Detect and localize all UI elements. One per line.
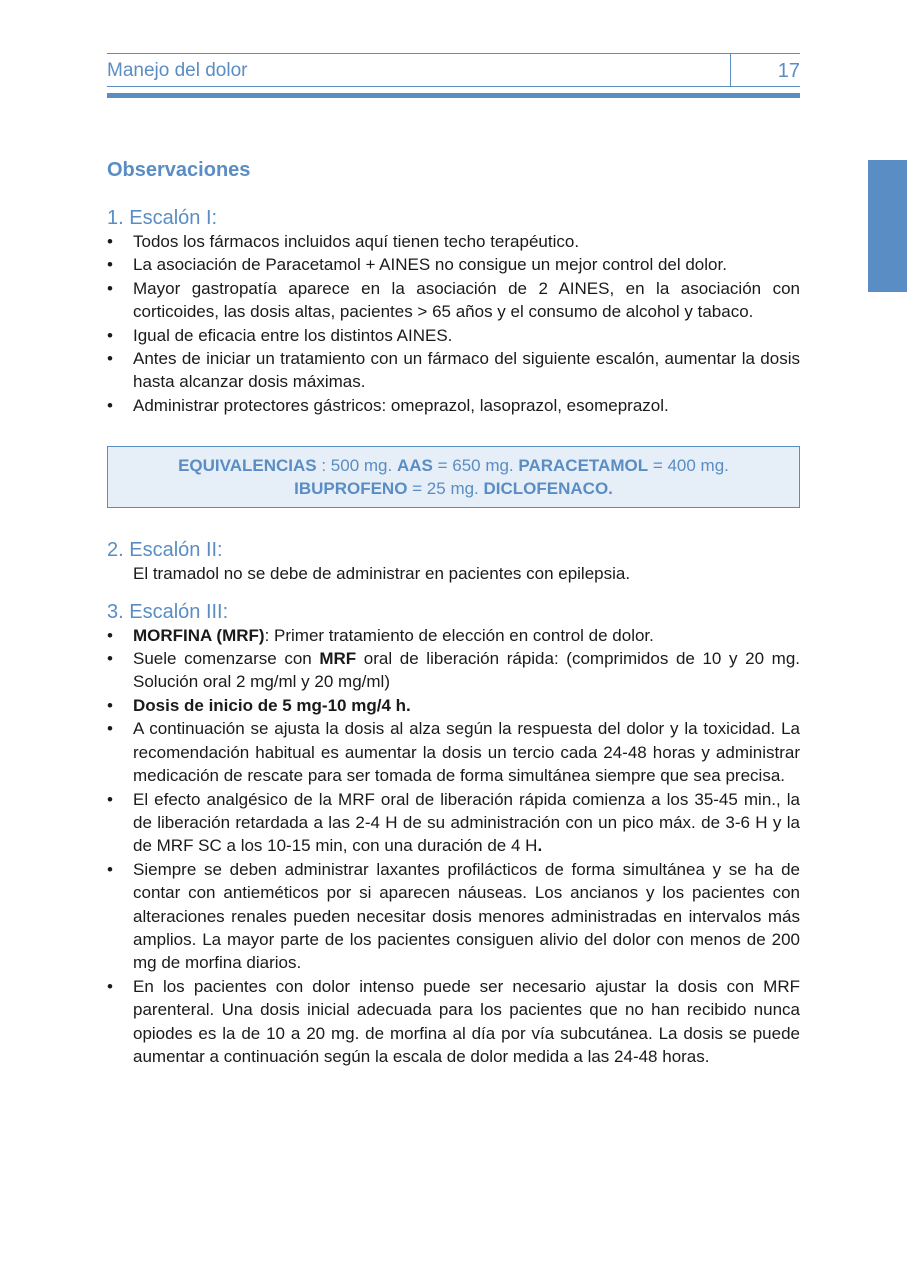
text: Administrar protectores gástricos: omeprazol, lasoprazol, esomeprazol.: [133, 395, 669, 415]
bold-text: Dosis de inicio de 5 mg-10 mg/4 h.: [133, 695, 411, 715]
list-item: [107, 324, 800, 347]
list-item: [107, 975, 800, 1069]
header-divider: [730, 53, 731, 86]
text: Igual de eficacia entre los distintos AINES.: [133, 325, 453, 345]
header-rule-top: [107, 53, 800, 54]
text: Siempre se deben administrar laxantes profilácticos de forma simultánea y se ha de contar con antieméticos por si aparecen náuseas. Los ancianos y los pacientes con alteraciones renales pueden necesitar dosis menores administradas en intervalos más amplios. La mayor parte de los pacientes consiguen alivio del dolor con menos de 200 mg de morfina diarios.: [133, 859, 800, 973]
escalon-3-list: [107, 624, 800, 1069]
text: Todos los fármacos incluidos aquí tienen techo terapéutico.: [133, 232, 580, 251]
bold-text: PARACETAMOL: [518, 456, 649, 476]
bold-text: DICLOFENACO.: [483, 479, 613, 499]
escalon-3-heading: 3. Escalón III:: [107, 600, 229, 623]
text: En los pacientes con dolor intenso puede ser necesario ajustar la dosis con MRF parenteral. Una dosis inicial adecuada para los pacientes que no han recibido nunca opiodes es la de 10 a 20 mg. de morfina al día por vía subcutánea. La dosis se puede aumentar a continuación según la escala de dolor medida a las 24-48 horas.: [133, 976, 800, 1066]
list-item: [107, 788, 800, 858]
section-title: Observaciones: [107, 159, 251, 181]
list-item: [107, 858, 800, 975]
text: = 400 mg.: [648, 456, 729, 476]
list-item: [107, 717, 800, 787]
list-item: [107, 253, 800, 276]
bold-text: EQUIVALENCIAS: [178, 456, 317, 476]
text: La asociación de Paracetamol + AINES no consigue un mejor control del dolor.: [133, 255, 727, 275]
text: El efecto analgésico de la MRF oral de liberación rápida comienza a los 35-45 min., la de liberación retardada a las 2-4 H de su administración con un pico máx. de 3-6 H y la de MRF SC a los 10-15 min, con una duración de 4 H: [133, 789, 800, 856]
bold-text: MORFINA (MRF): [133, 625, 265, 645]
header-rule-bottom: [107, 86, 800, 87]
bold-text: .: [537, 836, 543, 856]
equivalencias-box: [107, 446, 800, 508]
escalon-1-heading: 1. Escalón I:: [107, 207, 218, 229]
escalon-2-text: El tramadol no se debe de administrar en pacientes con epilepsia.: [133, 564, 631, 584]
text: = 25 mg.: [407, 479, 484, 499]
bold-text: IBUPROFENO: [294, 479, 408, 499]
list-item: [107, 230, 800, 253]
escalon-1-list: [107, 230, 800, 417]
text: Antes de iniciar un tratamiento con un fármaco del siguiente escalón, aumentar la dosis hasta alcanzar dosis máximas.: [133, 349, 800, 392]
bold-text: AAS: [396, 456, 433, 476]
text: oral de liberación rápida: (comprimidos de 10 y 20 mg. Solución oral 2 mg/ml y 20 mg/ml): [133, 649, 800, 692]
list-item: [107, 647, 800, 694]
chapter-side-tab: [868, 160, 907, 292]
running-header-title: Manejo del dolor: [107, 60, 248, 81]
text: : Primer tratamiento de elección en control de dolor.: [264, 625, 654, 645]
page-content: [107, 156, 800, 1068]
text: Suele comenzarse con: [133, 649, 320, 669]
list-item: [107, 347, 800, 394]
text: A continuación se ajusta la dosis al alza según la respuesta del dolor y la toxicidad. La recomendación habitual es aumentar la dosis un tercio cada 24-48 horas y administrar medicación de rescate para ser tomada de forma simultánea siempre que sea precisa.: [133, 719, 800, 786]
page-number: 17: [777, 60, 800, 82]
header-bar: [107, 93, 800, 98]
text: Mayor gastropatía aparece en la asociación de 2 AINES, en la asociación con corticoides, las dosis altas, pacientes > 65 años y el consumo de alcohol y tabaco.: [133, 278, 800, 322]
bold-text: MRF: [319, 649, 357, 669]
list-item: [107, 694, 800, 717]
list-item: [107, 277, 800, 324]
escalon-2-heading: 2. Escalón II:: [107, 539, 223, 562]
text: : 500 mg.: [316, 456, 397, 476]
list-item: [107, 624, 800, 647]
list-item: [107, 394, 800, 417]
text: = 650 mg.: [432, 456, 519, 476]
